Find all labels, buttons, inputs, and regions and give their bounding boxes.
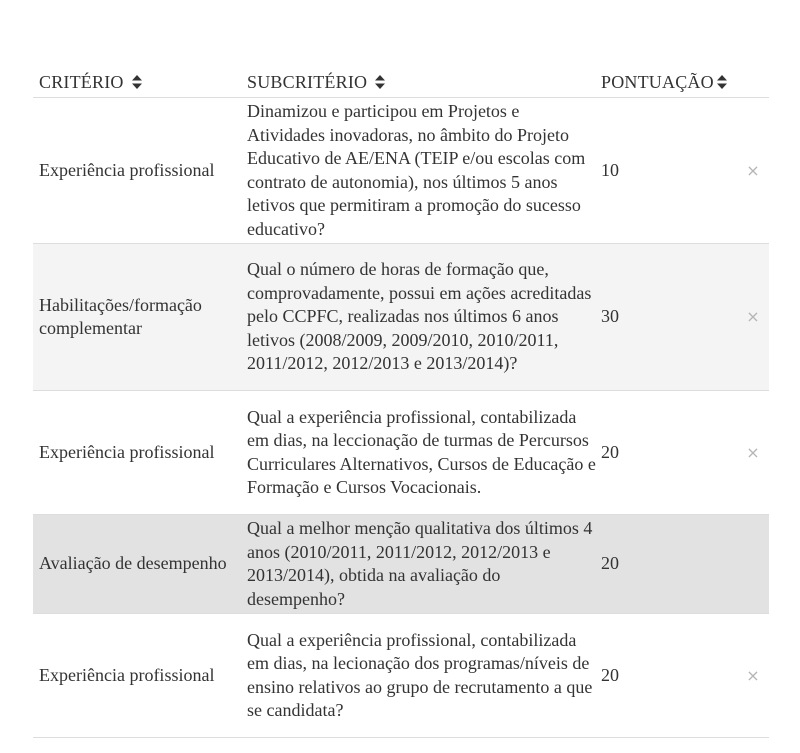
criterio-text: Experiência profissional [39,441,215,462]
column-header-subcriterio-label: SUBCRITÉRIO [247,72,368,92]
criterio-cell [39,391,239,514]
pontuacao-text: 30 [601,306,619,327]
criterio-cell [39,98,239,243]
pontuacao-cell [601,98,661,243]
close-icon[interactable]: × [746,665,760,685]
subcriterio-cell [247,244,597,390]
table-row[interactable] [33,614,769,738]
close-icon[interactable]: × [746,307,760,327]
pontuacao-cell [601,614,661,737]
pontuacao-text: 20 [601,553,619,574]
column-header-criterio-label: CRITÉRIO [39,72,124,92]
criterio-text: Avaliação de desempenho [39,553,227,574]
column-header-criterio[interactable] [39,72,142,93]
criterio-cell [39,614,239,737]
table-header [33,68,769,98]
subcriterio-text: Qual a experiência profissional, contabilizada em dias, na leccionação de turmas de Percursos Curriculares Alternativos, Cursos de Educação e Formação e Cursos Vocacionais. [247,406,596,497]
pontuacao-cell [601,244,661,390]
pontuacao-text: 10 [601,159,619,180]
pontuacao-text: 20 [601,441,619,462]
sort-icon[interactable] [375,75,385,89]
subcriterio-text: Qual a melhor menção qualitativa dos últimos 4 anos (2010/2011, 2011/2012, 2012/2013 e 2013/2014), obtida na avaliação do desempenho? [247,518,593,609]
criterio-text: Habilitações/formação complementar [39,294,202,338]
table-row[interactable] [33,515,769,614]
table-row[interactable] [33,244,769,391]
criteria-table [33,68,769,738]
pontuacao-text: 20 [601,664,619,685]
subcriterio-cell [247,98,597,243]
criterio-cell [39,515,239,613]
sort-icon[interactable] [717,75,727,89]
table-row[interactable] [33,98,769,244]
subcriterio-cell [247,515,597,613]
subcriterio-text: Qual a experiência profissional, contabilizada em dias, na lecionação dos programas/níveis de ensino relativos ao grupo de recrutamento a que se candidata? [247,629,593,720]
close-icon[interactable]: × [746,160,760,180]
subcriterio-cell [247,614,597,737]
close-icon[interactable]: × [746,554,760,574]
subcriterio-text: Dinamizou e participou em Projetos e Atividades inovadoras, no âmbito do Projeto Educativo de AE/ENA (TEIP e/ou escolas com contrato de autonomia), nos últimos 5 anos letivos que permitiram a promoção do sucesso educativo? [247,101,586,239]
pontuacao-cell [601,515,661,613]
column-header-pontuacao[interactable] [601,72,727,93]
column-header-pontuacao-label: PONTUAÇÃO [601,72,714,92]
criterio-text: Experiência profissional [39,664,215,685]
criterio-cell [39,244,239,390]
criterio-text: Experiência profissional [39,159,215,180]
column-header-subcriterio[interactable] [247,72,385,93]
sort-icon[interactable] [132,75,142,89]
pontuacao-cell [601,391,661,514]
close-icon[interactable]: × [746,442,760,462]
table-row[interactable] [33,391,769,515]
subcriterio-cell [247,391,597,514]
subcriterio-text: Qual o número de horas de formação que, comprovadamente, possui em ações acreditadas pelo CCPFC, realizadas nos últimos 6 anos letivos (2008/2009, 2009/2010, 2010/2011, 2011/2012, 2012/2013 e 2013/2014)? [247,259,592,374]
